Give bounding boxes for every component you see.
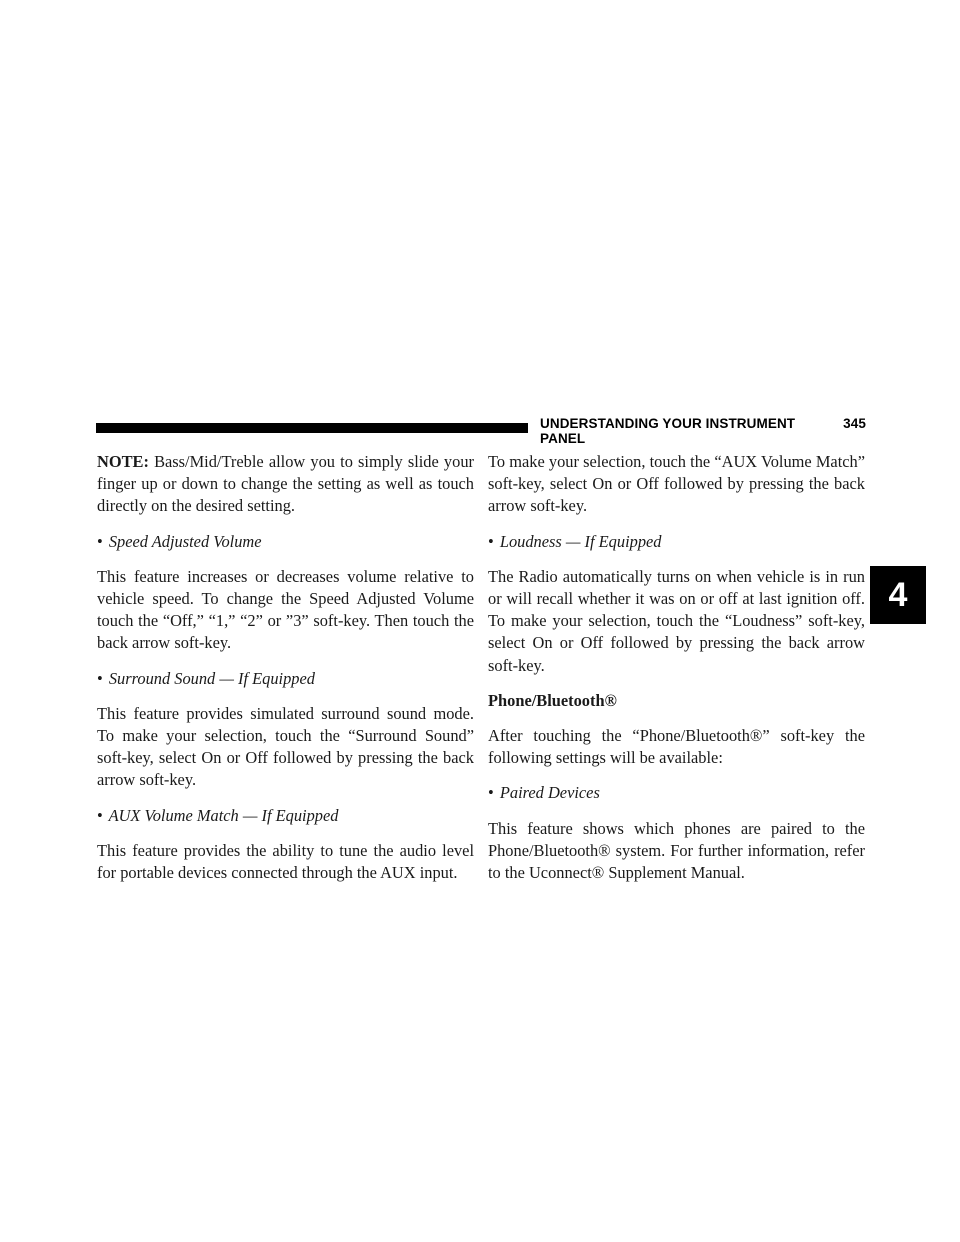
bullet-icon: • [97,531,103,551]
left-column [97,451,474,897]
right-column [488,451,865,897]
speed-paragraph: This feature increases or decreases volume relative to vehicle speed. To change the Speed Adjusted Volume touch the “Off,” “1,” “2” or ”3” soft-key. Then touch the back arrow soft-key. [97,566,474,653]
bullet-icon: • [488,531,494,551]
surround-paragraph: This feature provides simulated surround sound mode. To make your selection, touch the “Surround Sound” soft-key, select On or Off followed by pressing the back arrow soft-key. [97,703,474,790]
bullet-label: AUX Volume Match — If Equipped [108,805,339,825]
bullet-label: Loudness — If Equipped [499,531,662,551]
aux-paragraph: This feature provides the ability to tune the audio level for portable devices connected through the AUX input. [97,840,474,883]
page-number: 345 [843,416,866,431]
aux-continued-paragraph: To make your selection, touch the “AUX Volume Match” soft-key, select On or Off followed by pressing the back arrow soft-key. [488,452,865,516]
bullet-surround-sound [97,668,474,690]
note-label: NOTE: [97,452,149,471]
bullet-aux-volume-match [97,805,474,827]
bullet-speed-adjusted-volume [97,531,474,553]
header-rule [96,423,528,433]
bullet-loudness [488,531,865,553]
page-header [540,416,866,446]
bullet-icon: • [97,668,103,688]
bullet-label: Paired Devices [499,783,600,803]
note-text: Bass/Mid/Treble allow you to simply slide your finger up or down to change the setting as well as touch directly on the desired setting. [97,452,474,516]
bullet-paired-devices [488,782,865,804]
phone-bluetooth-heading: Phone/Bluetooth® [488,690,617,710]
phone-paragraph: After touching the “Phone/Bluetooth®” soft-key the following settings will be available: [488,726,865,768]
bullet-icon: • [97,805,103,825]
chapter-number: 4 [888,575,908,614]
loudness-paragraph: The Radio automatically turns on when vehicle is in run or will recall whether it was on or off at last ignition off. To make your selection, touch the “Loudness” soft-key, select On or Off followed by pressing the back arrow soft-key. [488,566,865,675]
bullet-icon: • [488,783,494,803]
paired-paragraph: This feature shows which phones are paired to the Phone/Bluetooth® system. For further information, refer to the Uconnect® Supplement Manual. [488,818,865,883]
chapter-tab [870,566,926,624]
bullet-label: Surround Sound — If Equipped [108,668,315,688]
bullet-label: Speed Adjusted Volume [108,531,262,551]
note-paragraph [97,451,474,518]
section-title: UNDERSTANDING YOUR INSTRUMENT PANEL [540,416,796,446]
